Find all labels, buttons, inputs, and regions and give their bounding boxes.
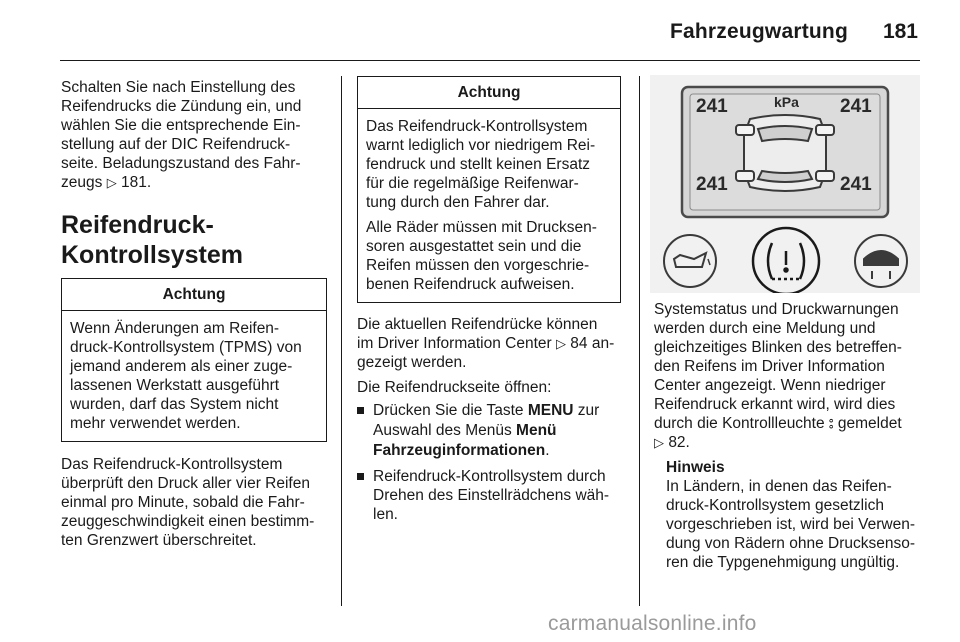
pressure-front-left: 241 <box>696 96 728 117</box>
caution-box-2-paragraph-2: Alle Räder müssen mit Drucksen- soren ausgestattet sein und die Reifen müssen den vorgeschrie- benen Reifendruck aufweisen. <box>366 219 597 293</box>
column-2 <box>357 76 621 524</box>
column-3 <box>654 300 920 572</box>
dic-page-ref[interactable]: 84 an- <box>570 335 615 352</box>
intro-page-ref[interactable]: 181. <box>121 174 152 191</box>
section-heading: Reifendruck- Kontrollsystem <box>61 211 243 269</box>
tpms-display-figure <box>650 75 920 293</box>
intro-text: Schalten Sie nach Einstellung des Reifendrucks die Zündung ein, und wählen Sie die entsprechende Ein- stellung auf der DIC Reifendruck- seite. Beladungszustand des Fahr- zeugs <box>61 79 302 191</box>
car-top-view-icon <box>736 115 834 191</box>
current-pressure-text-end: gezeigt werden. <box>357 354 467 371</box>
intro-paragraph <box>61 78 327 192</box>
column-divider-2 <box>639 76 640 606</box>
vehicle-info-menu-label: Menü Fahrzeuginformationen <box>373 422 557 459</box>
pressure-unit: kPa <box>774 94 799 110</box>
page-ref-arrow-icon: ▷ <box>106 175 117 190</box>
list-item-menu-step <box>357 401 621 461</box>
note-text: In Ländern, in denen das Reifen- druck-Kontrollsystem gesetzlich vorgeschrieben ist, wird bei Verwen- dung von Rädern ohne Drucksenso- ren die Typgenehmigung ungültig. <box>666 478 916 571</box>
step-1-period: . <box>545 442 550 459</box>
column-1 <box>61 78 327 550</box>
step-1-text: Drücken Sie die Taste <box>373 402 524 419</box>
current-pressure-paragraph <box>357 315 621 372</box>
list-item-select-step: Reifendruck-Kontrollsystem durch Drehen des Einstellrädchens wäh- len. <box>357 467 621 524</box>
oil-pressure-lamp-icon <box>664 235 716 287</box>
status-warning-text: Systemstatus und Druckwarnungen werden durch eine Meldung und gleichzeitiges Blinken des betreffen- den Reifens im Driver Information Center angezeigt. Wenn niedriger Reifendruck erkannt wird, wird dies durch die Kontrollleuchte <box>654 301 902 432</box>
note-title: Hinweis <box>666 459 725 476</box>
open-page-intro: Die Reifendruckseite öffnen: <box>357 379 552 396</box>
tire-pressure-warning-lamp-icon <box>753 228 819 293</box>
caution-box-2 <box>357 76 621 303</box>
caution-box-1 <box>61 278 327 442</box>
vehicle-lamp-icon <box>855 235 907 287</box>
tire-warning-lamp-icon: ⦂ <box>828 415 834 432</box>
column-divider-1 <box>341 76 342 606</box>
menu-key-label: MENU <box>527 402 574 419</box>
caution-box-2-body <box>358 109 620 302</box>
current-pressure-text: Die aktuellen Reifendrücke können im Driver Information Center <box>357 316 598 352</box>
caution-box-2-paragraph-1: Das Reifendruck-Kontrollsystem warnt lediglich vor niedrigem Rei- fendruck und stellt keinen Ersatz für die regelmäßige Reifenwar- tung durch den Fahrer dar. <box>366 118 596 211</box>
tpms-illustration <box>650 75 920 293</box>
page-ref-arrow-icon: ▷ <box>654 435 664 450</box>
note-block <box>654 458 920 572</box>
pressure-rear-right: 241 <box>840 174 872 195</box>
status-warning-paragraph <box>654 300 920 452</box>
watermark: carmanualsonline.info <box>548 612 757 635</box>
status-warning-text-end: gemeldet <box>837 415 902 432</box>
header-rule <box>60 60 920 61</box>
caution-box-2-title: Achtung <box>358 77 620 109</box>
step-1-text-2: zur Auswahl des Menüs <box>373 402 600 439</box>
lamp-page-ref[interactable]: 82. <box>668 434 690 451</box>
page-number: 181 <box>882 20 918 43</box>
page-ref-arrow-icon: ▷ <box>555 336 566 351</box>
caution-box-1-title: Achtung <box>62 279 326 311</box>
pressure-front-right: 241 <box>840 96 872 117</box>
running-header-title: Fahrzeugwartung <box>669 20 848 43</box>
pressure-rear-left: 241 <box>696 174 728 195</box>
caution-box-1-text: Wenn Änderungen am Reifen- druck-Kontrollsystem (TPMS) von jemand anderem als einer zuge- lassenen Werkstatt ausgeführt wurden, darf das System nicht mehr verwendet werden. <box>70 320 302 432</box>
tpms-description: Das Reifendruck-Kontrollsystem überprüft den Druck aller vier Reifen einmal pro Minute, sobald die Fahr- zeuggeschwindigkeit einen bestimm- ten Grenzwert überschreitet. <box>61 456 315 549</box>
